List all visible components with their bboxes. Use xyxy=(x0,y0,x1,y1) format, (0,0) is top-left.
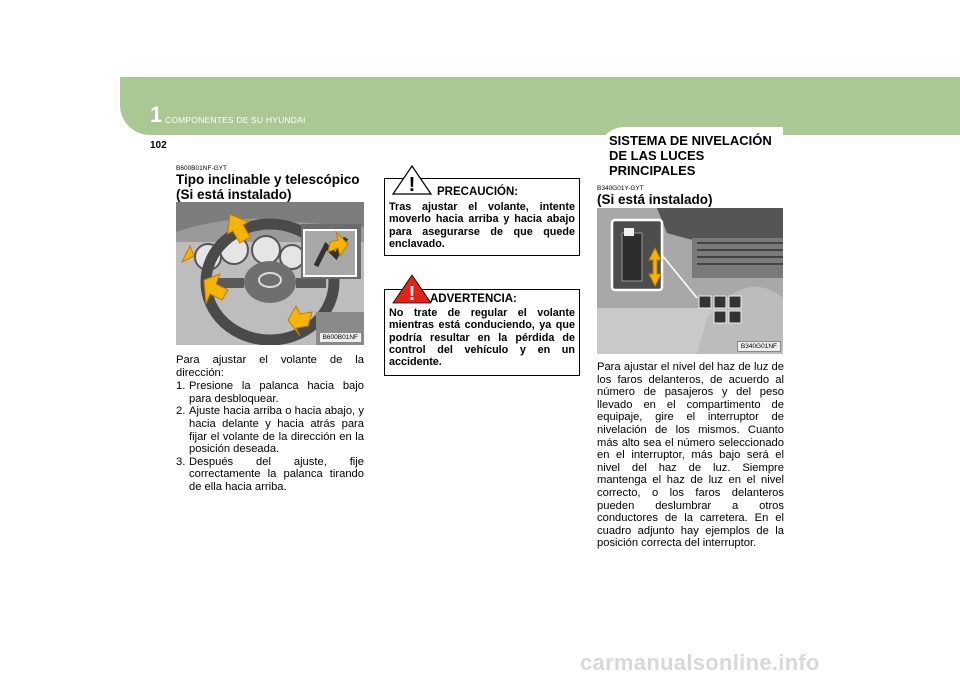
step-number: 1. xyxy=(176,380,186,393)
section-title xyxy=(609,133,779,178)
section-title-line: DE LAS LUCES xyxy=(609,148,705,163)
step-item xyxy=(176,456,364,494)
step-number: 3. xyxy=(176,455,186,468)
left-body xyxy=(176,354,364,494)
step-text: Presione la palanca hacia bajo para desbloquear. xyxy=(189,380,364,405)
warning-title: ADVERTENCIA: xyxy=(430,293,517,305)
chapter-header-band xyxy=(120,77,960,135)
image-label: B340G01NF xyxy=(737,341,781,352)
watermark: carmanualsonline.info xyxy=(580,650,820,675)
section-heading xyxy=(176,172,366,202)
right-body: Para ajustar el nivel del haz de luz de los faros delanteros, de acuerdo al número de pasajeros y del peso llevado en el compartimento de equipaje, gire el interruptor de nivelación de los mismos. Cuanto más alto sea el número seleccionado en el interruptor, más bajo será el nivel del haz de luz. Siempre mantenga el haz de luz en el nivel correcto, o los faros delanteros pueden deslumbrar a otros conductores de la carretera. En el cuadro adjunto hay ejemplos de la posición correcta del interruptor. xyxy=(597,361,784,550)
caution-body: Tras ajustar el volante, intente moverlo hacia arriba y hacia abajo para asegurarse de que quede enclavado. xyxy=(389,201,575,250)
caution-box xyxy=(384,174,580,256)
step-item xyxy=(176,405,364,455)
headlight-switch-image xyxy=(597,208,783,354)
warning-icon-glyph: ! xyxy=(408,283,416,304)
step-number: 2. xyxy=(176,405,186,418)
right-column-heading xyxy=(597,185,785,207)
caution-icon-glyph: ! xyxy=(408,174,416,195)
section-title-line: SISTEMA DE NIVELACIÓN xyxy=(609,133,772,148)
chapter-number: 1 xyxy=(150,102,163,127)
section-heading: (Si está instalado) xyxy=(597,192,713,207)
steps-list xyxy=(176,380,364,493)
page-number: 102 xyxy=(150,140,167,151)
caution-icon xyxy=(392,165,432,195)
steering-wheel-illustration xyxy=(176,202,364,345)
image-label: B600B01NF xyxy=(319,332,362,343)
left-column xyxy=(176,165,366,202)
caution-title: PRECAUCIÓN: xyxy=(437,186,519,198)
section-code: B600B01NF-GYT xyxy=(176,165,227,172)
section-code: B340G01Y-GYT xyxy=(597,185,644,192)
chapter-title: COMPONENTES DE SU HYUNDAI xyxy=(165,115,306,125)
step-item xyxy=(176,380,364,405)
warning-box xyxy=(384,283,580,376)
steering-wheel-image xyxy=(176,202,364,345)
heading-line: (Si está instalado) xyxy=(176,187,292,202)
step-text: Ajuste hacia arriba o hacia abajo, y hacia delante y hacia atrás para fijar el volante de la dirección en la posición deseada. xyxy=(189,405,364,456)
section-title-line: PRINCIPALES xyxy=(609,163,696,178)
warning-icon xyxy=(392,274,432,304)
warning-body: No trate de regular el volante mientras está conduciendo, ya que podría resultar en la pérdida de control del vehículo y en un accidente. xyxy=(389,307,575,369)
headlight-switch-illustration xyxy=(597,208,783,354)
step-text: Después del ajuste, fije correctamente la palanca tirando de ella hacia arriba. xyxy=(189,455,364,493)
heading-line: Tipo inclinable y telescópico xyxy=(176,172,360,187)
intro-text: Para ajustar el volante de la dirección: xyxy=(176,354,364,379)
